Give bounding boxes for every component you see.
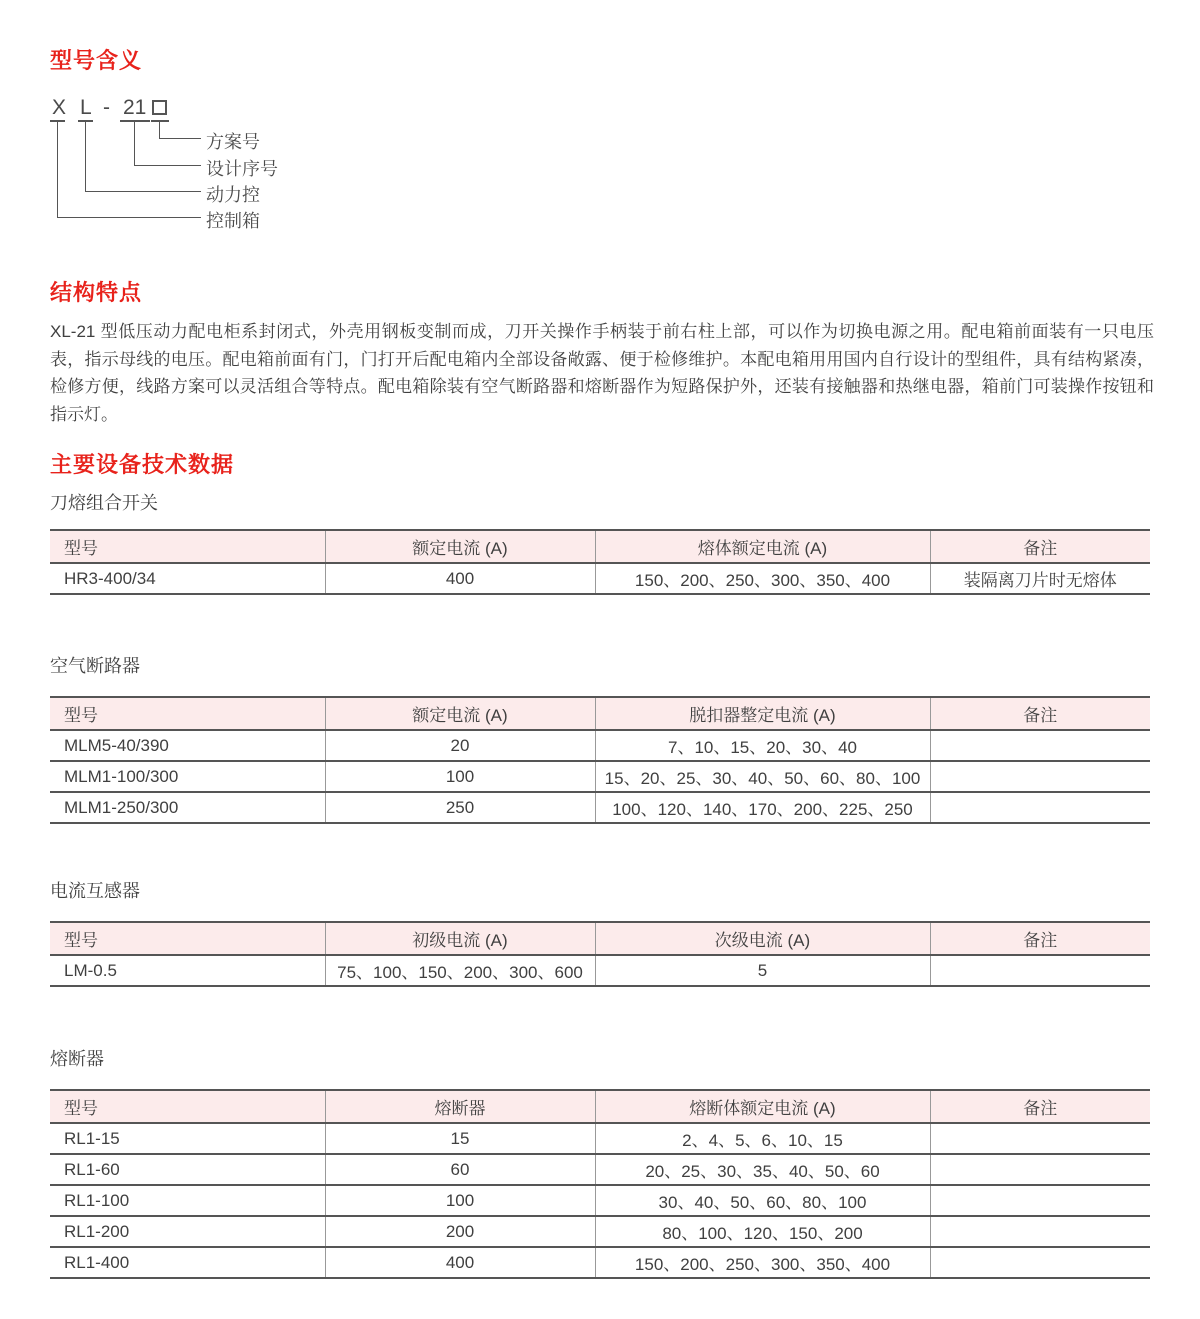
- subtitle-fuse: 熔断器: [50, 1049, 104, 1069]
- model-cell: MLM5-40/390: [50, 730, 325, 761]
- value-cell: 15、20、25、30、40、50、60、80、100: [595, 761, 930, 792]
- column-header: 型号: [50, 922, 325, 955]
- column-header: 备注: [930, 530, 1150, 563]
- column-header: 熔断体额定电流 (A): [595, 1090, 930, 1123]
- value-cell: 250: [325, 792, 595, 823]
- section-title-model-meaning: 型号含义: [50, 48, 143, 73]
- table-row: [50, 730, 1150, 761]
- table-header-row: [50, 922, 1150, 955]
- model-cell: RL1-200: [50, 1216, 325, 1247]
- column-header: 备注: [930, 922, 1150, 955]
- value-cell: 15: [325, 1123, 595, 1154]
- table-row: [50, 1247, 1150, 1278]
- value-cell: 20: [325, 730, 595, 761]
- column-header: 脱扣器整定电流 (A): [595, 697, 930, 730]
- value-cell: 5: [595, 955, 930, 986]
- value-cell: 30、40、50、60、80、100: [595, 1185, 930, 1216]
- table-header-row: [50, 530, 1150, 563]
- label-power-control: 动力控: [206, 185, 260, 205]
- model-char-dash: -: [103, 96, 110, 119]
- model-char-l: L: [80, 96, 92, 119]
- model-cell: MLM1-250/300: [50, 792, 325, 823]
- table-row: [50, 563, 1150, 594]
- label-control-box: 控制箱: [206, 211, 260, 231]
- connector-control-box: [57, 122, 201, 218]
- value-cell: [930, 955, 1150, 986]
- value-cell: 7、10、15、20、30、40: [595, 730, 930, 761]
- table-fuse: [50, 1089, 1150, 1279]
- column-header: 次级电流 (A): [595, 922, 930, 955]
- table-header-row: [50, 1090, 1150, 1123]
- column-header: 备注: [930, 1090, 1150, 1123]
- value-cell: [930, 761, 1150, 792]
- value-cell: 2、4、5、6、10、15: [595, 1123, 930, 1154]
- column-header: 型号: [50, 530, 325, 563]
- model-char-x: X: [52, 96, 67, 119]
- value-cell: 400: [325, 563, 595, 594]
- model-cell: RL1-15: [50, 1123, 325, 1154]
- value-cell: [930, 1247, 1150, 1278]
- column-header: 型号: [50, 697, 325, 730]
- value-cell: [930, 1123, 1150, 1154]
- model-cell: RL1-100: [50, 1185, 325, 1216]
- column-header: 备注: [930, 697, 1150, 730]
- value-cell: 100: [325, 761, 595, 792]
- model-char-21: 21: [123, 96, 147, 119]
- column-header: 额定电流 (A): [325, 697, 595, 730]
- table-row: [50, 1154, 1150, 1185]
- table-air-circuit-breaker: [50, 696, 1150, 824]
- subtitle-knife-fuse-switch: 刀熔组合开关: [50, 493, 158, 513]
- section-title-structure-features: 结构特点: [50, 280, 143, 305]
- column-header: 型号: [50, 1090, 325, 1123]
- table-knife-fuse-switch: [50, 529, 1150, 595]
- subtitle-current-transformer: 电流互感器: [50, 881, 140, 901]
- value-cell: 100: [325, 1185, 595, 1216]
- value-cell: [930, 1185, 1150, 1216]
- value-cell: 60: [325, 1154, 595, 1185]
- model-cell: LM-0.5: [50, 955, 325, 986]
- value-cell: 75、100、150、200、300、600: [325, 955, 595, 986]
- value-cell: [930, 1154, 1150, 1185]
- table-row: [50, 1216, 1150, 1247]
- value-cell: 150、200、250、300、350、400: [595, 563, 930, 594]
- model-cell: HR3-400/34: [50, 563, 325, 594]
- section-title-tech-data: 主要设备技术数据: [50, 452, 235, 477]
- column-header: 熔体额定电流 (A): [595, 530, 930, 563]
- table-row: [50, 1185, 1150, 1216]
- model-cell: RL1-60: [50, 1154, 325, 1185]
- table-row: [50, 955, 1150, 986]
- model-cell: MLM1-100/300: [50, 761, 325, 792]
- column-header: 熔断器: [325, 1090, 595, 1123]
- table-row: [50, 792, 1150, 823]
- value-cell: 400: [325, 1247, 595, 1278]
- structure-features-paragraph: XL-21 型低压动力配电柜系封闭式，外壳用钢板变制而成，刀开关操作手柄装于前右柱上部，可以作为切换电源之用。配电箱前面装有一只电压表，指示母线的电压。配电箱前面有门，门打开后配电箱内全部设备敞露、便于检修维护。本配电箱用用国内自行设计的型组件，具有结构紧凑，检修方便，线路方案可以灵活组合等特点。配电箱除装有空气断路器和熔断器作为短路保护外，还装有接触器和热继电器，箱前门可装操作按钮和指示灯。: [50, 322, 1154, 424]
- label-scheme-number: 方案号: [206, 132, 260, 152]
- value-cell: [930, 792, 1150, 823]
- model-cell: RL1-400: [50, 1247, 325, 1278]
- value-cell: 20、25、30、35、40、50、60: [595, 1154, 930, 1185]
- model-placeholder-box-icon: [152, 100, 167, 115]
- value-cell: [930, 730, 1150, 761]
- column-header: 额定电流 (A): [325, 530, 595, 563]
- value-cell: 200: [325, 1216, 595, 1247]
- value-cell: 80、100、120、150、200: [595, 1216, 930, 1247]
- subtitle-air-circuit-breaker: 空气断路器: [50, 656, 140, 676]
- table-row: [50, 1123, 1150, 1154]
- label-design-serial: 设计序号: [206, 159, 278, 179]
- table-header-row: [50, 697, 1150, 730]
- value-cell: 100、120、140、170、200、225、250: [595, 792, 930, 823]
- table-row: [50, 761, 1150, 792]
- column-header: 初级电流 (A): [325, 922, 595, 955]
- value-cell: [930, 1216, 1150, 1247]
- value-cell: 150、200、250、300、350、400: [595, 1247, 930, 1278]
- table-current-transformer: [50, 921, 1150, 987]
- value-cell: 装隔离刀片时无熔体: [930, 563, 1150, 594]
